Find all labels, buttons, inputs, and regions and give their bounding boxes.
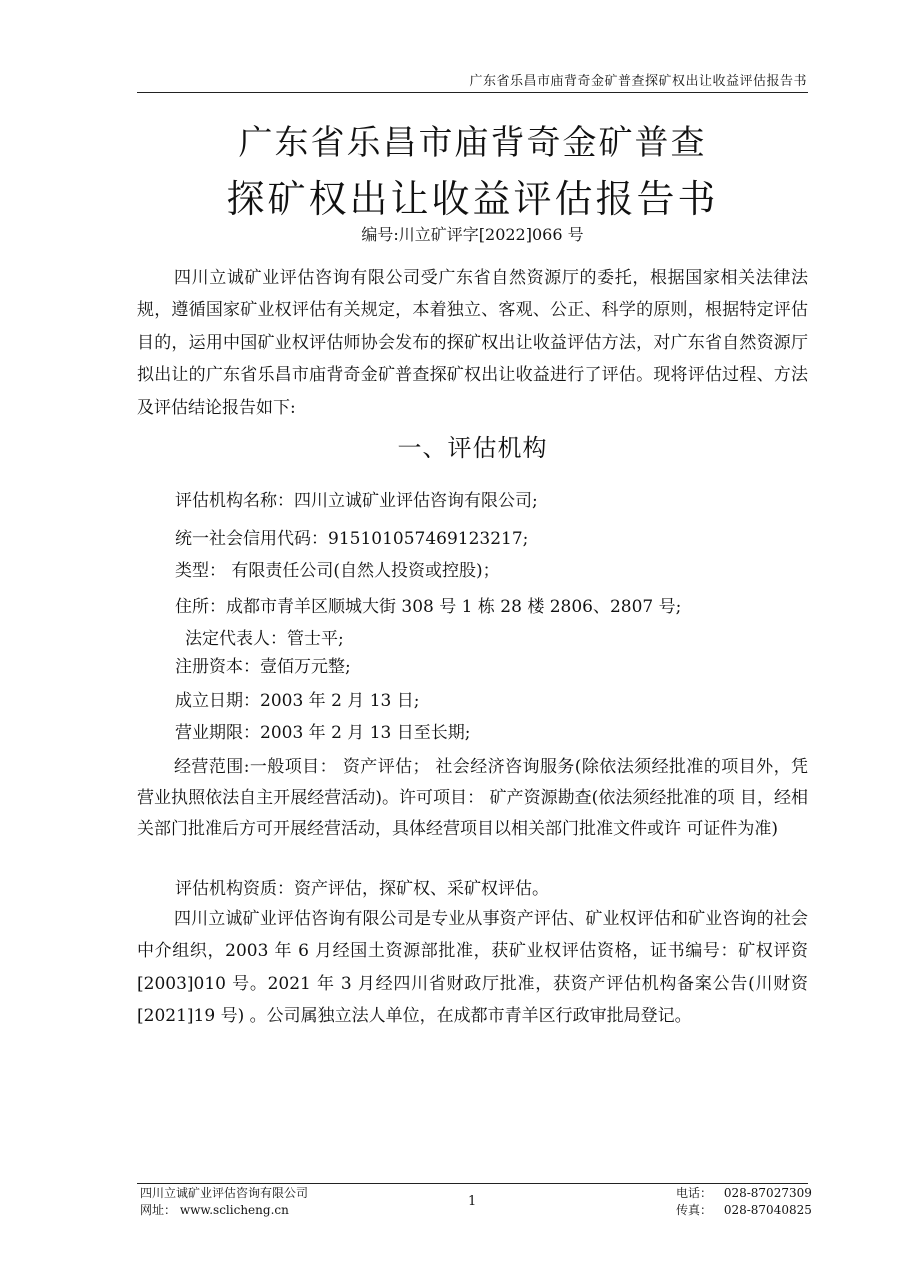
- legal-representative: 法定代表人：管士平;: [185, 629, 344, 649]
- footer-company-info: [140, 1185, 308, 1219]
- fax-label: 传真：: [676, 1203, 713, 1217]
- establishment-date: 成立日期：2003 年 2 月 13 日;: [175, 691, 420, 711]
- footer-divider: [137, 1183, 808, 1184]
- company-profile-paragraph: 四川立诚矿业评估咨询有限公司是专业从事资产评估、矿业权评估和矿业咨询的社会中介组织，2003 年 6 月经国土资源部批准，获矿业权评估资格，证书编号：矿权评资[2003]010 号。2021 年 3 月经四川省财政厅批准，获资产评估机构备案公告(川财资[2021]19 号) 。公司属独立法人单位，在成都市青羊区行政审批局登记。: [137, 909, 808, 1027]
- website-link[interactable]: www.sclicheng.cn: [179, 1203, 289, 1217]
- running-header: 广东省乐昌市庙背奇金矿普查探矿权出让收益评估报告书: [469, 74, 807, 89]
- phone-number: 028-87027309: [723, 1186, 812, 1200]
- website-label: 网址：: [140, 1203, 177, 1217]
- intro-paragraph: 四川立诚矿业评估咨询有限公司受广东省自然资源厅的委托，根据国家相关法律法规，遵循国家矿业权评估有关规定，本着独立、客观、公正、科学的原则，根据特定评估目的，运用中国矿业权评估师协会发布的探矿权出让收益评估方法，对广东省自然资源厅拟出让的广东省乐昌市庙背奇金矿普查探矿权出让收益进行了评估。现将评估过程、方法及评估结论报告如下:: [137, 268, 808, 418]
- document-number: 编号:川立矿评字[2022]066 号: [361, 225, 584, 244]
- credit-code: 统一社会信用代码：915101057469123217;: [175, 529, 529, 549]
- business-term: 营业期限：2003 年 2 月 13 日至长期;: [175, 723, 471, 743]
- report-title-line-1: 广东省乐昌市庙背奇金矿普查: [238, 123, 707, 163]
- fax-number: 028-87040825: [723, 1203, 812, 1217]
- page-number: 1: [468, 1194, 477, 1209]
- registered-capital: 注册资本：壹佰万元整;: [175, 657, 351, 677]
- agency-name: 评估机构名称：四川立诚矿业评估咨询有限公司;: [175, 491, 538, 511]
- footer-company-name: 四川立诚矿业评估咨询有限公司: [140, 1186, 309, 1200]
- phone-label: 电话：: [676, 1186, 713, 1200]
- section-heading-1: 一、评估机构: [397, 434, 548, 462]
- report-title-line-2: 探矿权出让收益评估报告书: [226, 177, 719, 221]
- agency-qualifications: 评估机构资质：资产评估，探矿权、采矿权评估。: [175, 879, 549, 899]
- header-divider: [137, 92, 808, 93]
- company-address: 住所：成都市青羊区顺城大街 308 号 1 栋 28 楼 2806、2807 号;: [175, 597, 682, 617]
- business-scope: 经营范围:一般项目： 资产评估； 社会经济咨询服务(除依法须经批准的项目外，凭营业执照依法自主开展经营活动)。许可项目： 矿产资源勘查(依法须经批准的项 目，经相关部门批准后方可开展经营活动，具体经营项目以相关部门批准文件或许 可证件为准): [137, 757, 808, 839]
- company-type: 类型： 有限责任公司(自然人投资或控股)；: [175, 561, 500, 581]
- footer-contact-info: [676, 1185, 812, 1219]
